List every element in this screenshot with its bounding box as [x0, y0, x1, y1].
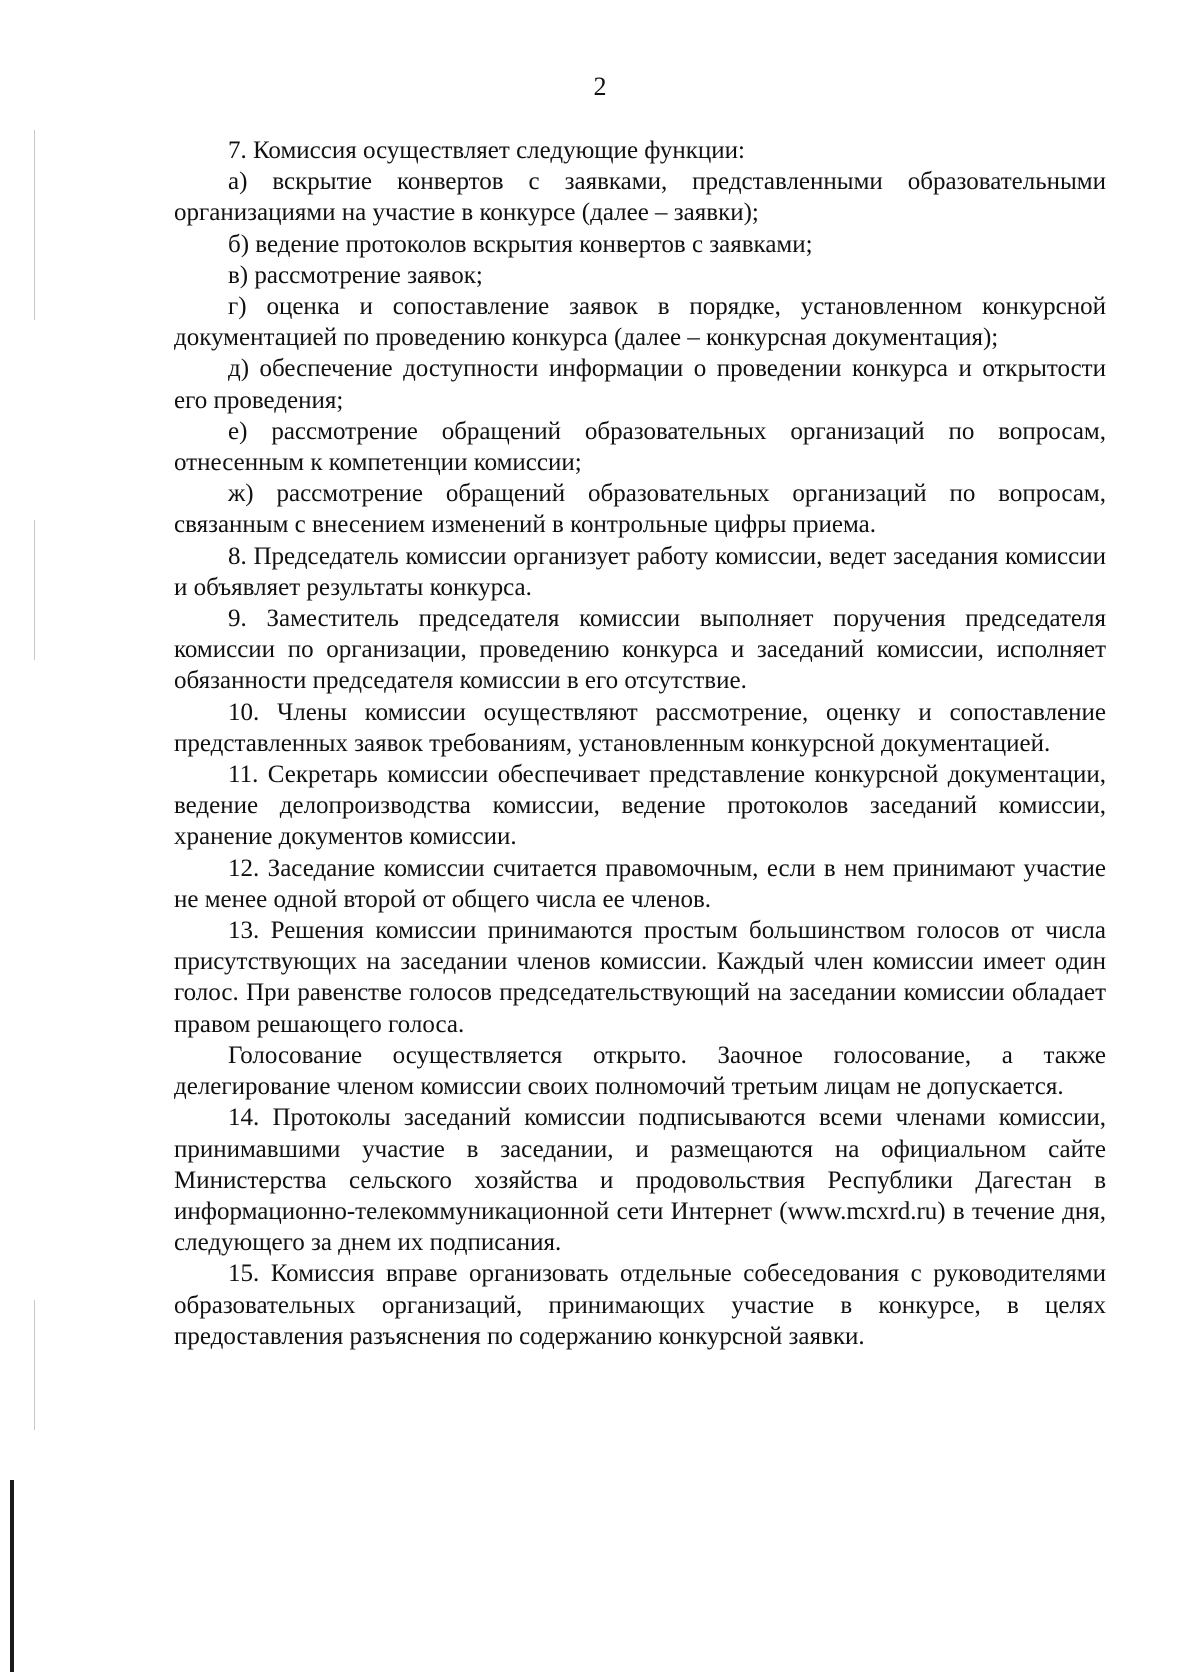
paragraph-7g: г) оценка и сопоставление заявок в порядке, установленном конкурсной документацией по проведению конкурса (далее – конкурсная документация); [174, 293, 1106, 352]
paragraph-11: 11. Секретарь комиссии обеспечивает представление конкурсной документации, ведение делопроизводства комиссии, ведение протоколов заседаний комиссии, хранение документов комиссии. [174, 761, 1106, 851]
scan-edge-mark [10, 1480, 14, 1672]
paragraph-12: 12. Заседание комиссии считается правомочным, если в нем принимают участие не менее одной второй от общего числа ее членов. [174, 854, 1106, 913]
paragraph-8: 8. Председатель комиссии организует работу комиссии, ведет заседания комиссии и объявляет результаты конкурса. [174, 542, 1106, 601]
paragraph-7: 7. Комиссия осуществляет следующие функции: [228, 137, 745, 164]
paragraph-7e: е) рассмотрение обращений образовательных организаций по вопросам, отнесенным к компетенции комиссии; [174, 417, 1106, 477]
scan-artifact-line [34, 1300, 35, 1430]
paragraph-7zh: ж) рассмотрение обращений образовательных организаций по вопросам, связанным с внесением изменений в контрольные цифры приема. [174, 480, 1106, 539]
scan-artifact-line [34, 520, 35, 660]
paragraph-7v: в) рассмотрение заявок; [228, 261, 483, 289]
paragraph-10: 10. Члены комиссии осуществляют рассмотрение, оценку и сопоставление представленных заявок требованиям, установленным конкурсной документацией. [174, 698, 1106, 757]
paragraph-14: 14. Протоколы заседаний комиссии подписываются всеми членами комиссии, принимавшими участие в заседании, и размещаются на официальном сайте Министерства сельского хозяйства и продовольствия Республики Дагестан в информационно-телекоммуникационной сети Интернет (www.mcxrd.ru) в течение дня, следующего за днем их подписания. [174, 1104, 1106, 1257]
paragraph-15: 15. Комиссия вправе организовать отдельные собеседования с руководителями образовательных организаций, принимающих участие в конкурсе, в целях предоставления разъяснения по содержанию конкурсной заявки. [174, 1260, 1106, 1350]
scan-artifact-line [34, 130, 35, 320]
paragraph-9: 9. Заместитель председателя комиссии выполняет поручения председателя комиссии по организации, проведению конкурса и заседаний комиссии, исполняет обязанности председателя комиссии в его отсутствие. [174, 605, 1106, 695]
paragraph-13-voting: Голосование осуществляется открыто. Заочное голосование, а также делегирование членом комиссии своих полномочий третьим лицам не допускается. [174, 1041, 1106, 1101]
paragraph-7b: б) ведение протоколов вскрытия конвертов с заявками; [228, 230, 813, 258]
paragraph-7d: д) обеспечение доступности информации о проведении конкурса и открытости его проведения; [174, 355, 1106, 414]
paragraph-7a: а) вскрытие конвертов с заявками, представленными образовательными организациями на участие в конкурсе (далее – заявки); [174, 168, 1106, 227]
document-body [174, 135, 1106, 1352]
page-number: 2 [593, 72, 607, 101]
paragraph-13: 13. Решения комиссии принимаются простым большинством голосов от числа присутствующих на заседании членов комиссии. Каждый член комиссии имеет один голос. При равенстве голосов председательствующий на заседании комиссии обладает правом решающего голоса. [174, 917, 1106, 1038]
